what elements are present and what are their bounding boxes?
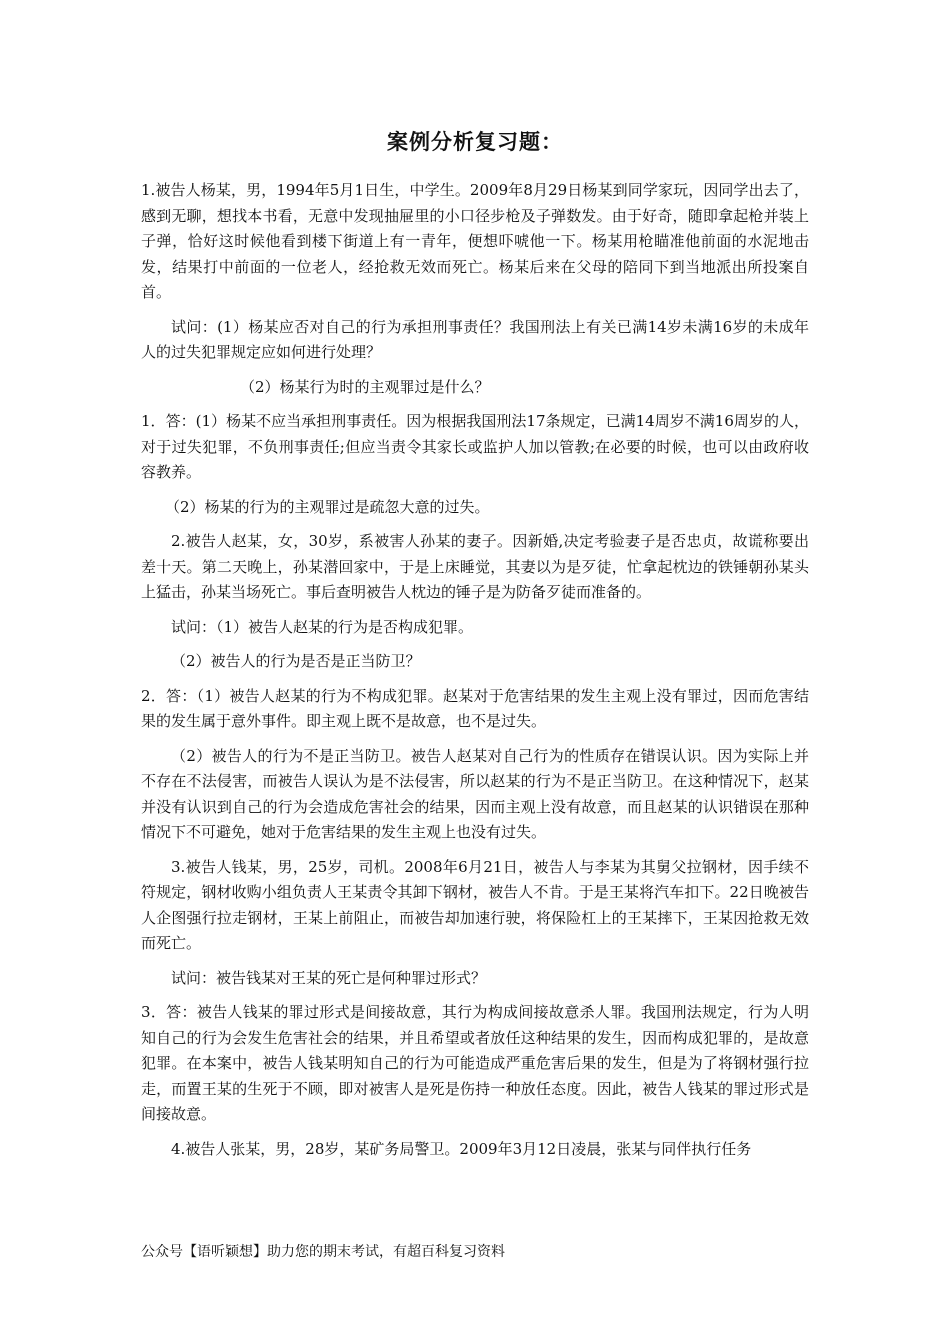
case-2-answer-2: （2）被告人的行为不是正当防卫。被告人赵某对自己行为的性质存在错误认识。因为实际上并不存在不法侵害，而被告人误认为是不法侵害，所以赵某的行为不是正当防卫。在这种情况下，赵某并没有认识到自己的行为会造成危害社会的结果，因而主观上没有故意，而且赵某的认识错误在那种情况下不可避免，她对于危害结果的发生主观上也没有过失。 <box>141 746 809 841</box>
case-2-question-2: （2）被告人的行为是否是正当防卫？ <box>171 652 421 670</box>
case-4-paragraph: 4.被告人张某，男，28岁，某矿务局警卫。2009年3月12日凌晨，张某与同伴执行任务 <box>171 1139 752 1158</box>
case-1-paragraph: 1.被告人杨某，男，1994年5月1日生，中学生。2009年8月29日杨某到同学家玩，因同学出去了，感到无聊，想找本书看，无意中发现抽屉里的小口径步枪及子弹数发。由于好奇，随即拿起枪并装上子弹，恰好这时候他看到楼下街道上有一青年，便想吓唬他一下。杨某用枪瞄准他前面的水泥地击发，结果打中前面的一位老人，经抢救无效而死亡。杨某后来在父母的陪同下到当地派出所投案自首。 <box>141 181 809 301</box>
case-1-answer-1: 1．答：(1）杨某不应当承担刑事责任。因为根据我国刑法17条规定，已满14周岁不满16周岁的人，对于过失犯罪，不负刑事责任;但应当责令其家长或监护人加以管教;在必要的时候，也可以由政府收容教养。 <box>141 412 809 481</box>
case-2-paragraph: 2.被告人赵某，女，30岁，系被害人孙某的妻子。因新婚,决定考验妻子是否忠贞，故谎称要出差十天。第二天晚上，孙某潜回家中，于是上床睡觉，其妻以为是歹徒，忙拿起枕边的铁锤朝孙某头上猛击，孙某当场死亡。事后查明被告人枕边的锤子是为防备歹徒而准备的。 <box>141 532 809 601</box>
case-2-answer-1: 2．答：（1）被告人赵某的行为不构成犯罪。赵某对于危害结果的发生主观上没有罪过，因而危害结果的发生属于意外事件。即主观上既不是故意，也不是过失。 <box>141 686 809 730</box>
case-2-question-1: 试问：（1）被告人赵某的行为是否构成犯罪。 <box>171 617 474 636</box>
case-3-paragraph: 3.被告人钱某，男，25岁，司机。2008年6月21日，被告人与李某为其舅父拉钢材，因手续不符规定，钢材收购小组负责人王某责令其卸下钢材，被告人不肯。于是王某将汽车扣下。22日晚被告人企图强行拉走钢材，王某上前阻止，而被告却加速行驶，将保险杠上的王某摔下，王某因抢救无效而死亡。 <box>141 857 809 952</box>
case-1-question-1: 试问：(1）杨某应否对自己的行为承担刑事责任？我国刑法上有关已满14岁未满16岁的未成年人的过失犯罪规定应如何进行处理？ <box>141 317 809 361</box>
case-1-question-2: （2）杨某行为时的主观罪过是什么？ <box>240 377 490 396</box>
document-body <box>141 178 809 1171</box>
footer-note: 公众号【语听颖想】助力您的期末考试，有超百科复习资料 <box>141 1244 505 1260</box>
case-1-answer-2: （2）杨某的行为的主观罪过是疏忽大意的过失。 <box>165 497 490 516</box>
case-3-question: 试问：被告钱某对王某的死亡是何种罪过形式？ <box>171 968 487 987</box>
case-3-answer: 3．答：被告人钱某的罪过形式是间接故意，其行为构成间接故意杀人罪。我国刑法规定，行为人明知自己的行为会发生危害社会的结果，并且希望或者放任这种结果的发生，因而构成犯罪的，是故意犯罪。在本案中，被告人钱某明知自己的行为可能造成严重危害后果的发生，但是为了将钢材强行拉走，而置王某的生死于不顾，即对被害人是死是伤持一种放任态度。因此，被告人钱某的罪过形式是间接故意。 <box>141 1003 809 1123</box>
page-title: 案例分析复习题： <box>387 130 563 154</box>
